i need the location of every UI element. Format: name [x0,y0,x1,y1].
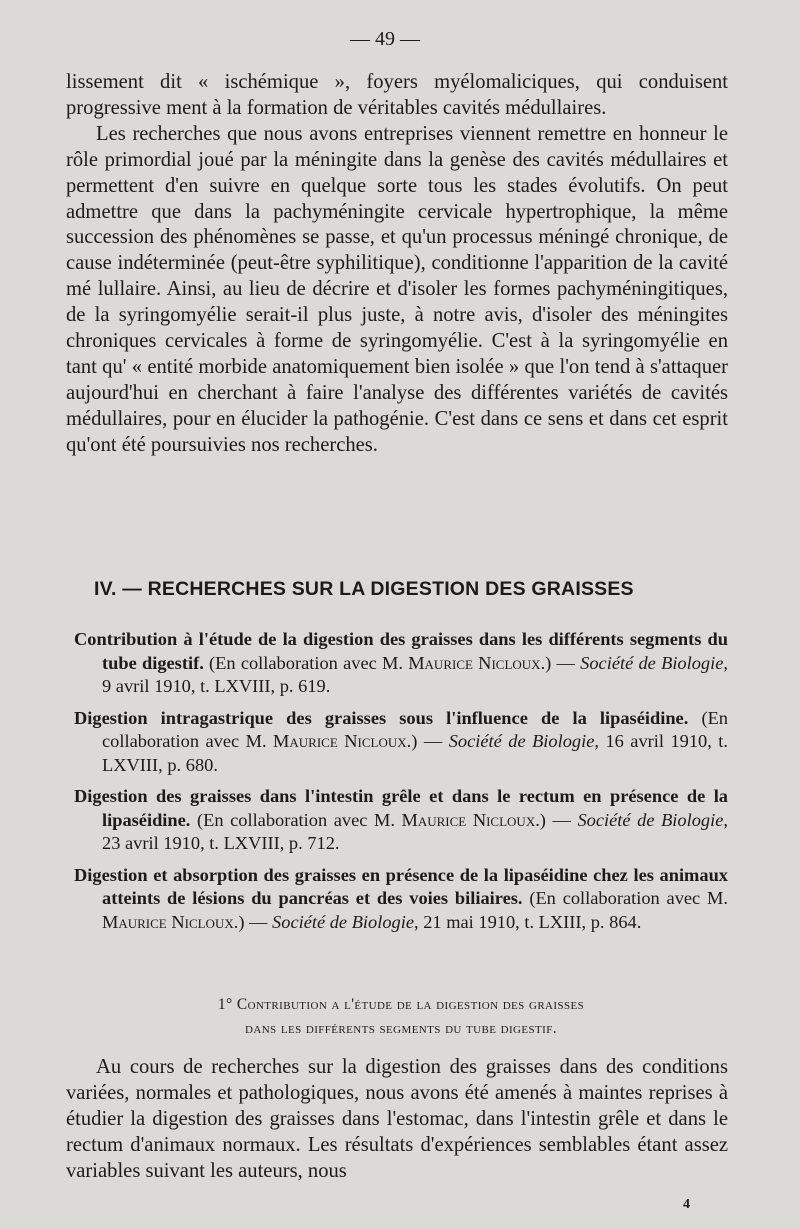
reference-item [74,864,728,935]
reference-collab: (En collaboration avec M. [190,809,402,830]
subsection-heading-line2: dans les différents segments du tube digestif. [245,1020,557,1037]
reference-details: , 21 mai 1910, t. LXIII, p. 864. [414,911,642,932]
closing-text [66,1055,728,1185]
section-heading: IV. — RECHERCHES SUR LA DIGESTION DES GRAISSES [94,578,634,600]
reference-item [74,785,728,856]
reference-journal: Société de Biologie [272,911,415,932]
reference-journal: Société de Biologie [577,809,724,830]
reference-journal: Société de Biologie [448,731,595,751]
reference-title: Contribution à l'étude de la digestion des graisses dans les différents segments du tube digestif. [74,629,728,673]
reference-author: Maurice Nicloux [102,911,234,932]
reference-separator: .) — [535,809,578,830]
reference-list [74,628,728,942]
reference-separator: .) — [540,652,581,673]
signature-mark: 4 [683,1197,690,1212]
page-number: — 49 — [350,28,420,50]
paragraph-digestion: Au cours de recherches sur la digestion des graisses dans des conditions variées, normales et pathologiques, nous avons été amenés à maintes reprises à étudier la digestion des graisses dans l'estomac, dans l'intestin grêle et dans le rectum d'animaux normaux. Les résultats d'expériences semblables étant assez variables suivant les auteurs, nous [66,1056,728,1182]
reference-details: , 23 avril 1910, t. LXVIII, p. 712. [102,809,728,853]
reference-author: Maurice Nicloux [408,652,541,673]
reference-author: Maurice Nicloux [273,731,407,751]
reference-title: Digestion intragastrique des graisses sous l'influence de la lipaséidine. [74,707,689,728]
reference-separator: .) — [233,911,273,932]
subsection-heading-line1: 1° Contribution a l'étude de la digestion des graisses [217,996,585,1013]
reference-title: Digestion et absorption des graisses en présence de la lipaséidine chez les animaux atteints de lésions du pancréas et des voies biliaires. [74,864,728,908]
reference-title: Digestion des graisses dans l'intestin grêle et dans le rectum en présence de la lipaséidine. [74,786,728,830]
reference-item [74,628,728,699]
reference-journal: Société de Biologie [580,652,724,673]
reference-collab: (En collaboration avec M. [203,652,409,673]
paragraph-continuation: lissement dit « ischémique », foyers myélomaliciques, qui conduisent progressive ment à la formation de véritables cavités médullaires. [66,71,728,119]
reference-author: Maurice Nicloux [401,809,536,830]
reference-separator: .) — [406,731,449,751]
reference-details: , 16 avril 1910, t. LXVIII, p. 680. [102,731,729,775]
reference-item [74,707,728,778]
paragraph-syringomyelia: Les recherches que nous avons entreprises viennent remettre en honneur le rôle primordial joué par la méningite dans la genèse des cavités médullaires et permettent d'en suivre en quelque sorte tous les stades évolutifs. On peut admettre que dans la pachyméningite cervicale hypertrophique, la même succession des phénomènes se passe, et qu'un processus méningé chronique, de cause indéterminée (peut-être syphilitique), conditionne l'apparition de la cavité mé lullaire. Ainsi, au lieu de décrire et d'isoler les formes pachyméningitiques, de la syringomyélie serait-il plus juste, à notre avis, d'isoler des méningites chroniques cervicales à forme de syringomyélie. C'est à la syringomyélie en tant qu' « entité morbide anatomiquement bien isolée » que l'on tend à s'attaquer aujourd'hui en cherchant à faire l'analyse des différentes variétés de cavités médullaires, pour en élucider la pathogénie. C'est dans ce sens et dans cet esprit qu'ont été poursuivies nos recherches. [66,122,728,456]
subsection-heading [74,993,728,1041]
reference-collab: (En collaboration avec M. [522,888,728,908]
reference-collab: (En collaboration avec M. [102,707,729,751]
reference-details: , 9 avril 1910, t. LXVIII, p. 619. [102,652,729,696]
intro-text [66,70,728,459]
